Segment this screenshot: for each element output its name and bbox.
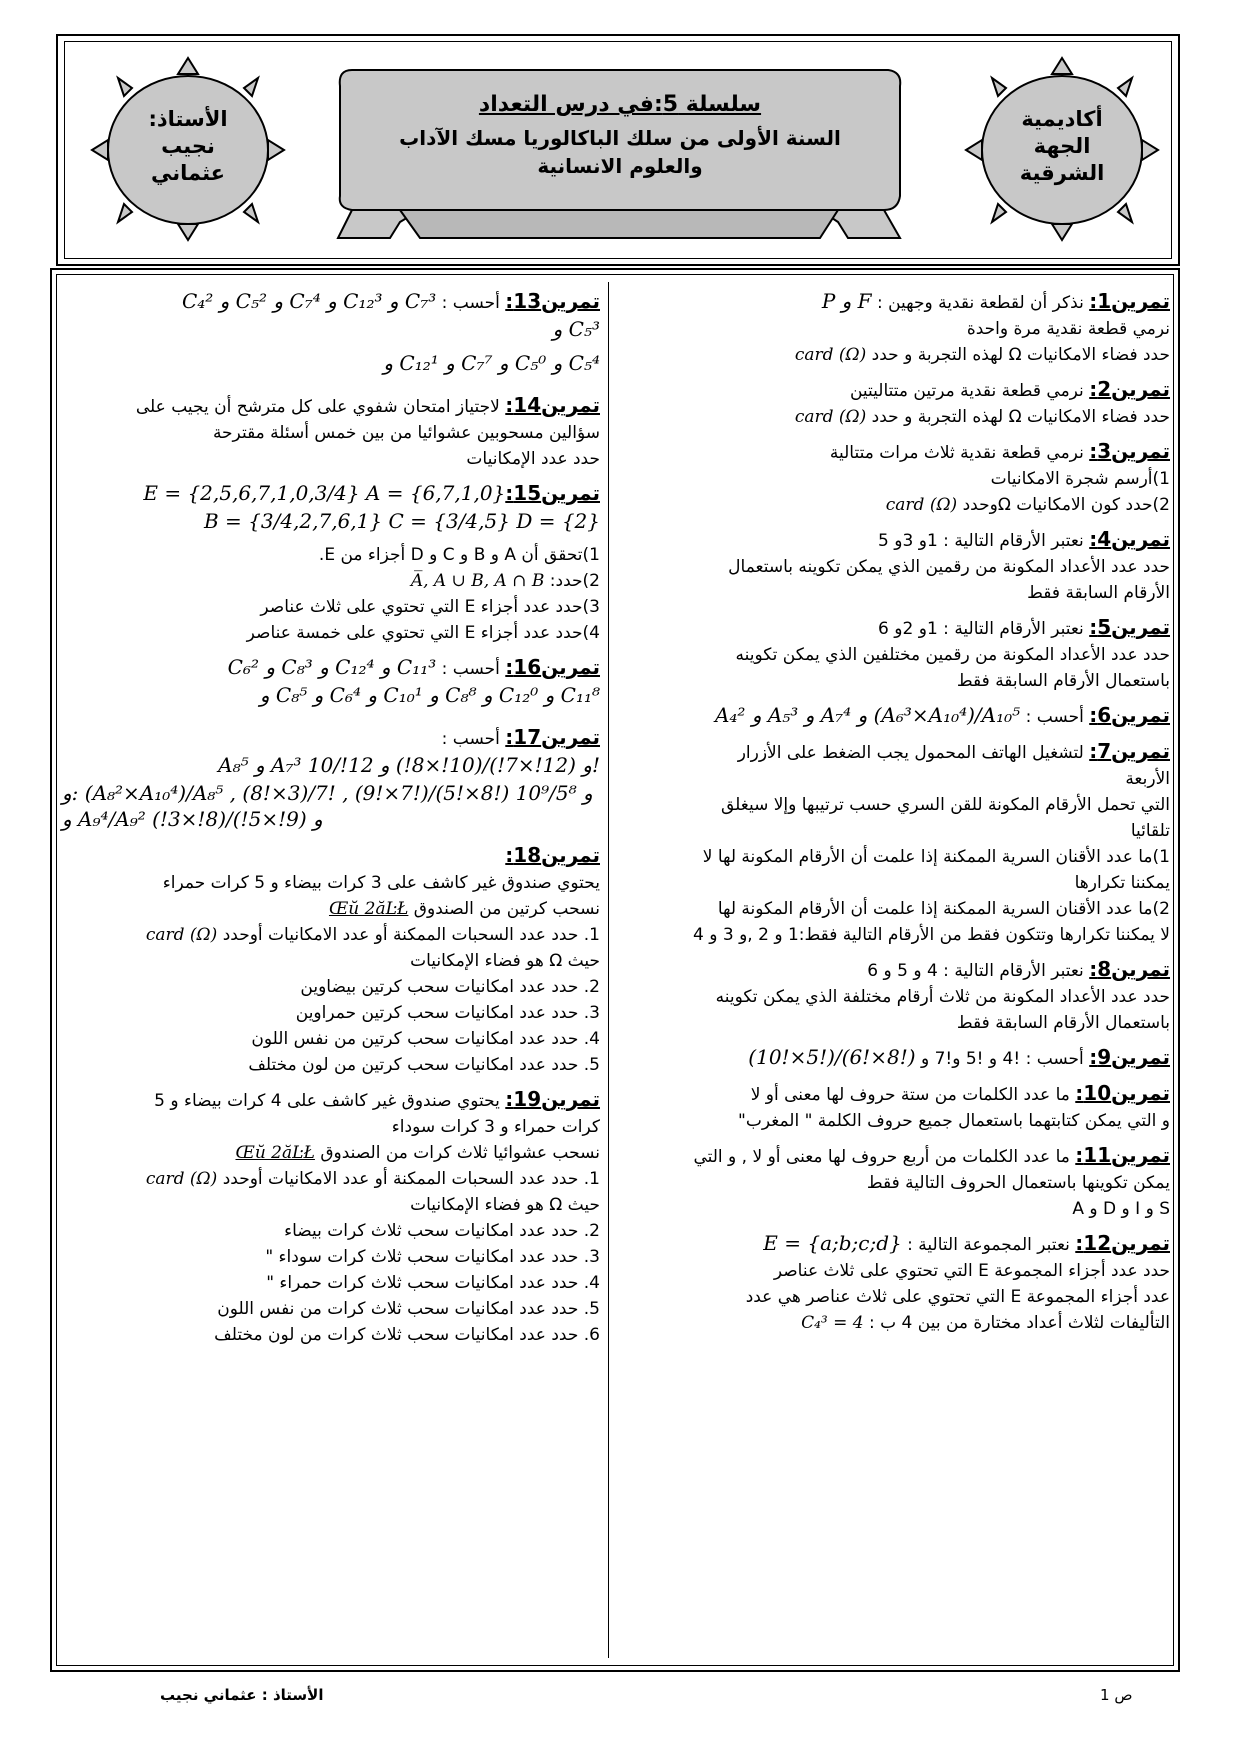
exercise-text: 3. حدد عدد امكانيات سحب كرتين حمراوين: [295, 1003, 600, 1023]
teacher-badge-line: الأستاذ:: [148, 107, 228, 131]
exercise-text: الأرقام السابقة فقط: [1027, 583, 1170, 603]
exercise-line: [62, 316, 600, 350]
exercise-line: [620, 844, 1170, 870]
exercise-heading: [62, 288, 600, 316]
exercise-line: [62, 682, 600, 716]
exercise-text: 1)تحقق أن A و B و C و D أجزاء من E.: [318, 545, 600, 565]
exercise-line: [62, 542, 600, 568]
exercise-title: تمرين7:: [1089, 739, 1170, 763]
exercise-text: حدد عدد أجزاء المجموعة E التي تحتوي على ثلاث عناصر: [773, 1261, 1170, 1281]
exercise-text: يحتوي صندوق غير كاشف على 3 كرات بيضاء و 5 كرات حمراء: [162, 873, 600, 893]
exercise-line: [620, 1258, 1170, 1284]
exercise-text: حيث Ω هو فضاء الإمكانيات: [410, 951, 600, 971]
math-expression: B = {3/4,2,7,6,1} C = {3/4,5} D = {2}: [203, 509, 600, 533]
exercise-line: [62, 1052, 600, 1078]
exercise-text: 4. حدد عدد امكانيات سحب كرتين من نفس اللون: [251, 1029, 600, 1049]
exercise-text: باستعمال الأرقام السابقة فقط: [956, 1013, 1170, 1033]
exercise-title: تمرين12:: [1075, 1231, 1170, 1255]
exercise-heading: [620, 1080, 1170, 1108]
exercise-text: أحسب : !4 و !5 و!7 و: [915, 1049, 1090, 1069]
math-expression: A̅, A ∪ B, A ∩ B: [410, 571, 545, 591]
math-expression: و C₅³: [552, 317, 600, 341]
exercise-text: ما عدد الكلمات من أربع حروف لها معنى أو لا , و التي: [693, 1147, 1076, 1167]
exercise-title: تمرين3:: [1089, 439, 1170, 463]
exercise-heading: [62, 392, 600, 420]
exercise-line: [62, 1270, 600, 1296]
exercise-text: يمكن تكوينها باستعمال الحروف التالية فقط: [866, 1173, 1170, 1193]
exercise-line: [620, 1170, 1170, 1196]
exercise-line: [62, 1322, 600, 1348]
exercise-heading: [62, 724, 600, 780]
exercise-text: 6. حدد عدد امكانيات سحب ثلاث كرات من لون مختلف: [214, 1325, 600, 1345]
exercise-title: تمرين2:: [1089, 377, 1170, 401]
exercise-text: باستعمال الأرقام السابقة فقط: [956, 671, 1170, 691]
math-expression: و C₈⁵ و C₆⁴ و C₁₀¹ و C₈⁸ و C₁₂⁰ و C₁₁⁸: [259, 683, 600, 707]
exercise-line: [62, 1218, 600, 1244]
exercise-heading: [62, 654, 600, 682]
exercise-heading: [62, 1086, 600, 1114]
exercise-line: [620, 792, 1170, 818]
math-expression: E = {a;b;c;d}: [763, 1231, 902, 1255]
exercise-title: تمرين15:: [505, 481, 600, 505]
exercise-line: [62, 780, 600, 834]
exercise-heading: [620, 526, 1170, 554]
exercise-text: نرمي قطعة نقدية مرة واحدة: [966, 319, 1170, 339]
exercise-line: [62, 974, 600, 1000]
exercise-line: [620, 466, 1170, 492]
exercise-text: نعتبر الأرقام التالية : 1و 3و 5: [878, 531, 1090, 551]
exercise-text: حيث Ω هو فضاء الإمكانيات: [410, 1195, 600, 1215]
exercise-line: [62, 1166, 600, 1192]
exercise-text: نذكر أن لقطعة نقدية وجهين :: [871, 293, 1090, 313]
academy-badge-line: الجهة: [1033, 134, 1091, 158]
exercise-line: [620, 316, 1170, 342]
exercise-text: 4)حدد عدد أجزاء E التي تحتوي على خمسة عناصر: [246, 623, 600, 643]
teacher-badge-line: نجيب: [161, 134, 215, 158]
exercise-text: حدد عدد الإمكانيات: [466, 449, 600, 469]
math-expression: C₆² و C₈³ و C₁₂⁴ و C₁₁³: [227, 655, 437, 679]
exercise-line: [62, 446, 600, 472]
exercise-text: 2)حدد كون الامكانيات Ωوحدد: [957, 495, 1170, 515]
math-expression: و C₁₂¹ و C₇⁷ و C₅⁰ و C₅⁴: [383, 351, 600, 375]
math-expression: P و F: [821, 289, 872, 313]
exercise-text: نسحب كرتين من الصندوق: [408, 899, 600, 919]
series-subtitle-2: والعلوم الانسانية: [537, 154, 703, 178]
exercise-title: تمرين10:: [1075, 1081, 1170, 1105]
exercise-line: [62, 1244, 600, 1270]
exercise-title: تمرين9:: [1089, 1045, 1170, 1069]
exercise-text: التأليفات لثلاث أعداد مختارة من بين 4 ب :: [863, 1313, 1170, 1333]
exercise-text: 3)حدد عدد أجزاء E التي تحتوي على ثلاث عناصر: [260, 597, 600, 617]
exercise-heading: [620, 438, 1170, 466]
exercise-line: [62, 620, 600, 646]
exercise-text: نسحب عشوائيا ثلاث كرات من الصندوق: [314, 1143, 600, 1163]
exercise-line: [620, 818, 1170, 844]
exercise-title: تمرين19:: [505, 1087, 600, 1111]
exercise-text: و التي يمكن كتابتهما باستعمال جميع حروف الكلمة " المغرب": [738, 1111, 1170, 1131]
exercise-line: [620, 870, 1170, 896]
exercise-text: لاجتياز امتحان شفوي على كل مترشح أن يجيب على: [135, 397, 506, 417]
series-title: سلسلة 5:في درس التعداد: [478, 92, 762, 117]
math-expression: و: (A₈²×A₁₀⁴)/A₈⁵ , (8!×3)/7! , (9!×7!)/(5!×8!) و 10⁹/5⁸ و A₉⁴/A₉² و (9!×5!)/(8!×3!): [62, 781, 593, 831]
math-expression: C₄³ = 4: [801, 1313, 864, 1333]
exercise-text: 1)أرسم شجرة الامكانيات: [990, 469, 1170, 489]
series-subtitle: السنة الأولى من سلك الباكالوريا مسك الآداب: [399, 126, 841, 150]
math-expression: card (Ω): [794, 345, 867, 365]
exercise-line: [620, 1310, 1170, 1336]
exercise-text: 1. حدد عدد السحبات الممكنة أو عدد الامكانيات أوحدد: [217, 925, 600, 945]
academy-badge-line: الشرقية: [1019, 161, 1105, 185]
exercise-text: لتشغيل الهاتف المحمول يجب الضغط على الأزرار: [737, 743, 1090, 763]
exercise-heading: [620, 288, 1170, 316]
exercise-line: [620, 642, 1170, 668]
exercise-text: 2. حدد عدد امكانيات سحب كرتين بيضاوين: [300, 977, 600, 997]
exercise-heading: [62, 842, 600, 870]
exercise-text: S و I و D و A: [1072, 1199, 1170, 1219]
exercise-title: تمرين17:: [505, 725, 600, 749]
exercise-text: نعتبر الأرقام التالية : 1و 2و 6: [878, 619, 1090, 639]
exercise-text: ما عدد الكلمات من ستة حروف لها معنى أو لا: [750, 1085, 1076, 1105]
exercise-line: [62, 1026, 600, 1052]
exercise-heading: [620, 1142, 1170, 1170]
exercise-text: عدد أجزاء المجموعة E التي تحتوي على ثلاث عناصر هي عدد: [745, 1287, 1170, 1307]
exercise-text: كرات حمراء و 3 كرات سوداء: [391, 1117, 600, 1137]
exercise-text: حدد عدد الأعداد المكونة من رقمين مختلفين الذي يمكن تكوينه: [735, 645, 1170, 665]
math-expression: (10!×5!)/(6!×8!): [748, 1045, 916, 1069]
exercise-text: 1)ما عدد الأقنان السرية الممكنة إذا علمت أن الأرقام المكونة لها لا: [702, 847, 1170, 867]
exercise-line: [62, 1192, 600, 1218]
math-expression: card (Ω): [794, 407, 867, 427]
exercise-title: تمرين13:: [505, 289, 600, 313]
math-expression: card (Ω): [885, 495, 958, 515]
exercise-text: الأربعة: [1125, 769, 1170, 789]
exercise-text: نعتبر الأرقام التالية : 4 و 5 و 6: [867, 961, 1090, 981]
math-expression: A₈⁵ و A₇³ و (12!×7!)/(10!×8!) و 12!/10!: [218, 753, 600, 777]
teacher-badge-line: عثماني: [150, 161, 225, 185]
page-number: ص 1: [1100, 1686, 1133, 1704]
exercise-text: نعتبر المجموعة التالية :: [901, 1235, 1076, 1255]
exercise-text: أحسب :: [1020, 707, 1090, 727]
exercise-text: 4. حدد عدد امكانيات سحب ثلاث كرات حمراء ": [266, 1273, 600, 1293]
exercise-text: 2)ما عدد الأقنان السرية الممكنة إذا علمت أن الأرقام المكونة لها: [717, 899, 1170, 919]
exercise-line: [620, 984, 1170, 1010]
exercise-line: [62, 594, 600, 620]
exercise-line: [62, 948, 600, 974]
left-column: [62, 288, 600, 1348]
academy-badge: [992, 106, 1132, 187]
exercise-title: تمرين8:: [1089, 957, 1170, 981]
exercise-title: تمرين5:: [1089, 615, 1170, 639]
exercise-text: حدد عدد الأعداد المكونة من ثلاث أرقام مختلفة الذي يمكن تكوينه: [715, 987, 1170, 1007]
exercise-title: تمرين1:: [1089, 289, 1170, 313]
exercise-title: تمرين4:: [1089, 527, 1170, 551]
garbled-text: Œŭ 2ăĿŁ: [235, 1143, 315, 1163]
exercise-heading: [620, 376, 1170, 404]
exercise-text: أحسب :: [441, 729, 506, 749]
exercise-line: [62, 568, 600, 594]
right-column: [620, 288, 1170, 1336]
exercise-text: 5. حدد عدد امكانيات سحب ثلاث كرات من نفس اللون: [217, 1299, 600, 1319]
exercise-line: [62, 1114, 600, 1140]
exercise-line: [620, 342, 1170, 368]
exercise-line: [620, 554, 1170, 580]
exercise-heading: [62, 480, 600, 508]
exercise-text: تلقائيا: [1130, 821, 1170, 841]
exercise-line: [620, 404, 1170, 430]
math-expression: E = {2,5,6,7,1,0,3/4} A = {6,7,1,0}: [143, 481, 506, 505]
exercise-line: [62, 1140, 600, 1166]
exercise-text: حدد عدد الأعداد المكونة من رقمين الذي يمكن تكوينه باستعمال: [728, 557, 1170, 577]
exercise-title: تمرين14:: [505, 393, 600, 417]
exercise-line: [620, 1010, 1170, 1036]
exercise-line: [620, 766, 1170, 792]
exercise-text: 1. حدد عدد السحبات الممكنة أو عدد الامكانيات أوحدد: [217, 1169, 600, 1189]
exercise-heading: [620, 614, 1170, 642]
exercise-text: 3. حدد عدد امكانيات سحب ثلاث كرات سوداء ": [265, 1247, 600, 1267]
exercise-text: حدد فضاء الامكانيات Ω لهذه التجربة و حدد: [866, 345, 1170, 365]
exercise-text: سؤالين مسحوبين عشوائيا من بين خمس أسئلة مقترحة: [212, 423, 600, 443]
exercise-line: [62, 420, 600, 446]
exercise-text: 2)حدد:: [544, 571, 600, 591]
exercise-text: أحسب :: [436, 659, 506, 679]
math-expression: card (Ω): [145, 1169, 218, 1189]
math-expression: A₄² و A₅³ و A₇⁴ و (A₆³×A₁₀⁴)/A₁₀⁵: [714, 703, 1021, 727]
exercise-heading: [620, 738, 1170, 766]
exercise-line: [62, 350, 600, 384]
exercise-heading: [620, 1044, 1170, 1072]
exercise-line: [620, 668, 1170, 694]
exercise-text: نرمي قطعة نقدية ثلاث مرات متتالية: [829, 443, 1090, 463]
exercise-line: [62, 896, 600, 922]
exercise-title: تمرين6:: [1089, 703, 1170, 727]
exercise-text: يمكننا تكرارها: [1074, 873, 1170, 893]
exercise-title: تمرين11:: [1075, 1143, 1170, 1167]
exercise-text: أحسب :: [436, 293, 506, 313]
math-expression: C₄² و C₅² و C₇⁴ و C₁₂³ و C₇³: [181, 289, 437, 313]
math-expression: card (Ω): [145, 925, 218, 945]
exercise-line: [620, 580, 1170, 606]
column-divider: [608, 282, 609, 1658]
exercise-line: [620, 1108, 1170, 1134]
exercise-text: نرمي قطعة نقدية مرتين متتاليتين: [849, 381, 1090, 401]
exercise-line: [62, 1296, 600, 1322]
exercise-line: [620, 922, 1170, 948]
exercise-text: التي تحمل الأرقام المكونة للقن السري حسب ترتيبها وإلا سيغلق: [720, 795, 1170, 815]
exercise-heading: [620, 1230, 1170, 1258]
exercise-title: تمرين16:: [505, 655, 600, 679]
exercise-text: يحتوي صندوق غير كاشف على 4 كرات بيضاء و 5: [154, 1091, 506, 1111]
exercise-text: 5. حدد عدد امكانيات سحب كرتين من لون مختلف: [248, 1055, 600, 1075]
exercise-line: [620, 492, 1170, 518]
exercise-line: [62, 922, 600, 948]
exercise-line: [620, 1196, 1170, 1222]
exercise-text: 2. حدد عدد امكانيات سحب ثلاث كرات بيضاء: [284, 1221, 600, 1241]
exercise-text: حدد فضاء الامكانيات Ω لهذه التجربة و حدد: [866, 407, 1170, 427]
exercise-heading: [620, 702, 1170, 730]
exercise-title: تمرين18:: [505, 843, 600, 867]
garbled-text: Œŭ 2ăĿŁ: [328, 899, 409, 919]
teacher-badge: [118, 106, 258, 187]
exercise-line: [62, 1000, 600, 1026]
exercise-heading: [620, 956, 1170, 984]
exercise-line: [62, 508, 600, 542]
exercise-text: لا يمكننا تكرارها وتتكون فقط من الأرقام التالية فقط:1 و 2 ,و 3 و 4: [692, 925, 1170, 945]
footer-author: الأستاذ : عثماني نجيب: [160, 1686, 324, 1704]
exercise-line: [62, 870, 600, 896]
academy-badge-line: أكاديمية: [1021, 107, 1103, 131]
exercise-line: [620, 896, 1170, 922]
exercise-line: [620, 1284, 1170, 1310]
